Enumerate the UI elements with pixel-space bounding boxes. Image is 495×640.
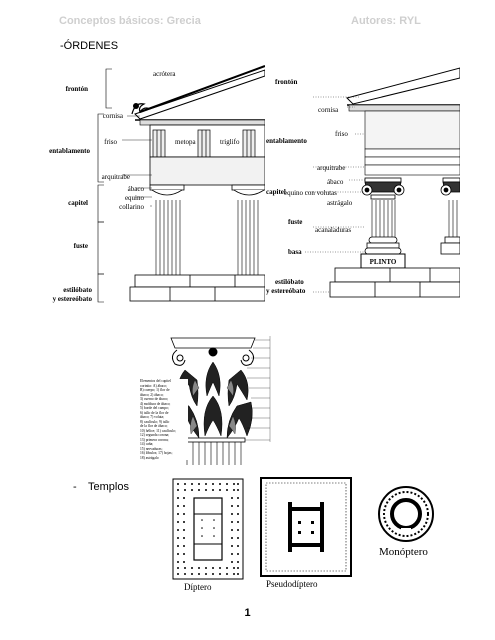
ionic-label-abaco: ábaco — [327, 178, 344, 186]
corinthian-legend-line: ábaco; 7) voluta; — [140, 415, 165, 419]
doric-label-fronton: frontón — [65, 85, 88, 93]
doric-label-fuste: fuste — [73, 242, 88, 250]
doric-label-triglifo: triglifo — [220, 138, 240, 146]
corinthian-legend-line: 12) segunda corona; — [140, 433, 170, 437]
corinthian-legend — [140, 379, 188, 460]
header-authors: Autores: RYL — [351, 15, 421, 27]
templos-bullet: - — [73, 481, 77, 493]
ionic-label-acanaladuras: acanaladuras — [315, 226, 352, 234]
header-doc-title: Conceptos básicos: Grecia — [59, 15, 201, 27]
ionic-label-astragalo: astrágalo — [327, 199, 353, 207]
corinthian-legend-line: 15) nervaduras; — [140, 446, 163, 451]
corinthian-legend-line: 5) borde del campo; — [140, 406, 169, 410]
doric-label-entablamento: entablamento — [49, 147, 90, 155]
corinthian-legend-line: Elementos del capitel — [140, 379, 171, 383]
ionic-label-friso: friso — [335, 130, 348, 138]
doric-label-acrotera: acrótera — [153, 70, 176, 78]
section-heading-templos: Templos — [88, 481, 129, 493]
corinthian-legend-line: de la flor de ábaco; — [140, 424, 168, 428]
ionic-label-capitel: capitel — [266, 188, 286, 196]
doric-label-friso: friso — [104, 138, 117, 146]
doric-order-diagram — [40, 62, 265, 307]
doric-label-equino: equino — [124, 194, 144, 202]
corinthian-legend-line: 4) moldura de ábaco; — [140, 401, 171, 406]
ionic-order-diagram — [265, 62, 460, 307]
ionic-label-arquitrabe: arquitrabe — [317, 164, 346, 172]
page-number: 1 — [244, 607, 251, 619]
temple-caption-monoptero: Monóptero — [379, 546, 428, 558]
temple-caption-pseudodiptero: Pseudodíptero — [266, 579, 318, 589]
ionic-label-basa: basa — [288, 248, 302, 256]
corinthian-legend-line: 16) lóbulos; 17) hojas; — [140, 451, 173, 455]
corinthian-legend-line: corintio: A) ábaco; — [140, 383, 167, 388]
doric-label-arquitrabe: arquitrabe — [101, 173, 130, 181]
ionic-label-entablamento: entablamento — [266, 137, 307, 145]
doric-label-capitel: capitel — [68, 199, 88, 207]
ionic-label-fuste: fuste — [288, 218, 303, 226]
dipteral-plan — [172, 478, 244, 580]
corinthian-legend-line: B) cuerpo; 1) flor de — [140, 388, 170, 392]
corinthian-legend-line: 3) cuerno de ábaco; — [140, 397, 169, 401]
corinthian-legend-line: 18) astrágalo — [140, 455, 159, 460]
corinthian-legend-line: 10) hélice; 11) caulículo; — [140, 428, 176, 433]
ionic-label-plinto: PLINTO — [369, 258, 397, 266]
corinthian-legend-line: 13) primera corona; — [140, 437, 169, 442]
pseudodipteral-plan — [260, 477, 352, 577]
doric-label-collarino: collarino — [119, 203, 144, 211]
ionic-label-fronton: frontón — [275, 78, 298, 86]
doric-label-estereobato: y estereóbato — [52, 295, 92, 303]
corinthian-legend-line: 8) caulículo; 9) tallo — [140, 419, 170, 424]
ionic-label-estilobato: estilóbato — [275, 278, 304, 286]
section-heading-ordenes: -ÓRDENES — [60, 40, 119, 52]
doric-label-metopa: metopa — [175, 138, 196, 146]
ionic-label-equino-volutas: equino con volutas — [284, 189, 337, 197]
ionic-label-cornisa: cornisa — [318, 106, 339, 114]
corinthian-legend-line: 6) tallo de la flor de — [140, 410, 169, 415]
corinthian-legend-line: 14) caña; — [140, 442, 154, 446]
doric-label-cornisa: cornisa — [102, 112, 123, 120]
ionic-label-estereobato: y estereóbato — [266, 287, 306, 295]
doric-label-estilobato: estilóbato — [63, 286, 92, 294]
monopteral-plan — [376, 484, 436, 544]
temple-caption-diptero: Díptero — [184, 582, 212, 592]
doric-label-abaco: ábaco — [127, 185, 144, 193]
corinthian-legend-line: ábaco; 2) ábaco; — [140, 392, 164, 397]
